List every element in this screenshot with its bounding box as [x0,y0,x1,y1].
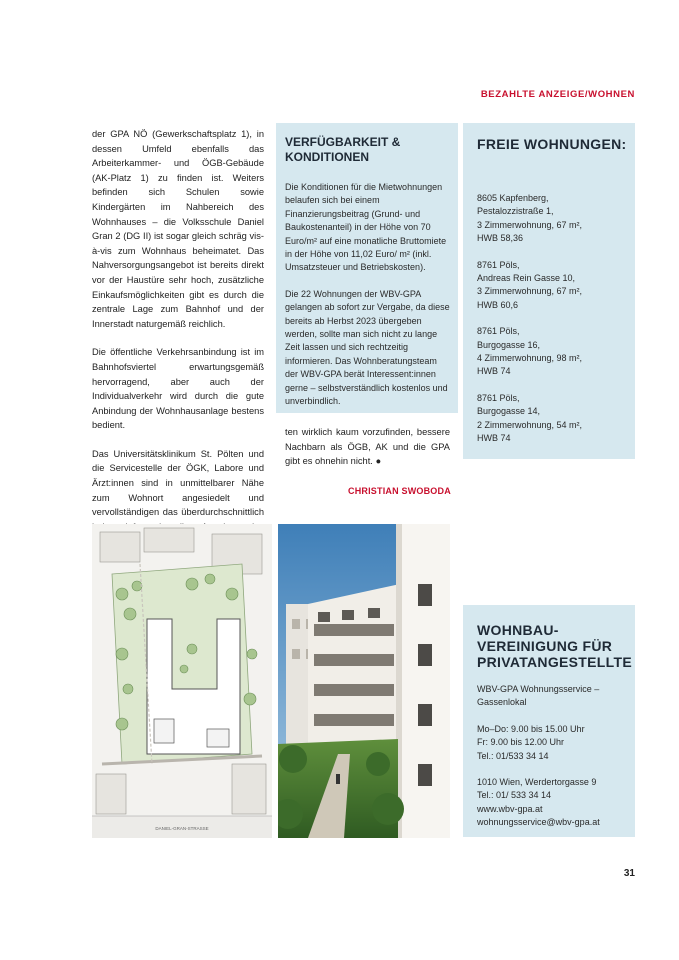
article-column-2 [285,425,450,483]
article-paragraph: der GPA NÖ (Gewerkschaftsplatz 1), in dessen Umfeld ebenfalls das Arbeiterkammer- und ÖGB-Gebäude (AK-Platz 1) zu finden ist. Weiters befinden sich Schulen sowie Kindergärten im Nahbereich des Wohnhauses – die Volksschule Daniel Gran 2 (DG II) ist sogar gleich schräg vis-à-vis zum Wohnhaus beheimatet. Das Nahversorgungsangebot ist bereits direkt vor der Haustüre sehr hoch, zusätzliche Einkaufsmöglichkeiten gibt es durch die zentrale Lage zum Bahnhof und der Innerstadt naturgemäß reichlich. [92,129,264,329]
apartment-item: 8761 Pöls, Burgogasse 14, 2 Zimmerwohnung, 54 m², HWB 74 [477,392,583,444]
wbv-title: WOHNBAU-VEREINIGUNG FÜR PRIVATANGESTELLTE [477,622,632,670]
wbv-block: WBV-GPA Wohnungsservice – Gassenlokal [477,684,600,708]
page-number: 31 [623,868,635,879]
site-plan-image [92,524,272,838]
wbv-address: 1010 Wien, Werdertorgasse 9 Tel.: 01/ 533 34 14 www.wbv-gpa.at wohnungsservice@wbv-gpa.at [477,777,600,828]
availability-paragraph: Die 22 Wohnungen der WBV-GPA gelangen ab sofort zur Vergabe, da diese bereits ab Herbst 2023 übergeben werden, sollte man sich nicht zu lange Zeit lassen und sich rechtzeitig informieren. Das Wohnberatungsteam der WBV-GPA berät Interessent:innen gerne – selbstverständlich kostenlos und unverbindlich. [285,288,450,407]
wbv-opening-hours: Mo–Do: 9.00 bis 15.00 Uhr Fr: 9.00 bis 12.00 Uhr Tel.: 01/533 34 14 [477,723,585,761]
street-label: DANIEL-GRAN-STRASSE [155,826,209,831]
apartment-item: 8761 Pöls, Burgogasse 16, 4 Zimmerwohnung, 98 m², HWB 74 [477,326,583,377]
section-label: BEZAHLTE ANZEIGE/WOHNEN [480,89,635,100]
article-paragraph: Die öffentliche Verkehrsanbindung ist im Bahnhofsviertel erwartungsgemäß hervorragend, aber auch der Individualverkehr wird durch die gute Anbindung der Wohnhausanlage bestens bedient. [92,347,264,431]
apartment-item: 8761 Pöls, Andreas Rein Gasse 10, 3 Zimmerwohnung, 67 m², HWB 60,6 [477,259,583,310]
building-rendering-image [278,524,450,838]
free-apartments-box [463,123,635,459]
availability-body [285,181,450,422]
availability-box [276,123,458,413]
wbv-contact-box [463,605,635,837]
free-apartments-title: FREIE WOHNUNGEN: [477,136,627,152]
apartment-item: 8605 Kapfenberg, Pestalozzistraße 1, 3 Zimmerwohnung, 67 m², HWB 58,36 [477,193,583,244]
availability-title: VERFÜGBARKEIT & KONDITIONEN [285,135,401,164]
email-link[interactable]: wohnungsservice@wbv-gpa.at [477,817,600,828]
free-apartments-list [477,192,627,459]
article-paragraph: ten wirklich kaum vorzufinden, bessere Nachbarn als ÖGB, AK und die GPA gibt es ohnehin nicht. ● [285,427,450,467]
article-column-1 [92,127,264,578]
author-byline: CHRISTIAN SWOBODA [348,486,451,496]
website-link[interactable]: www.wbv-gpa.at [477,803,543,814]
availability-paragraph: Die Konditionen für die Mietwohnungen belaufen sich bei einem Finanzierungsbeitrag (Grund- und Baukostenanteil) in der Höhe von 70 Euro/m² auf eine monatliche Bruttomiete in der Höhe von 11,02 Euro/ m² (inkl. Umsatzsteuer und Betriebskosten). [285,182,447,273]
wbv-contact-body [477,683,629,843]
article-paragraph: Das Universitätsklinikum St. Pölten und die Servicestelle der ÖGK, Labore und Ärzt:innen sind in unmittelbarer Nähe zum Wohnort angesiedelt und vervollständigen das überdurchschnittlich [92,448,264,518]
